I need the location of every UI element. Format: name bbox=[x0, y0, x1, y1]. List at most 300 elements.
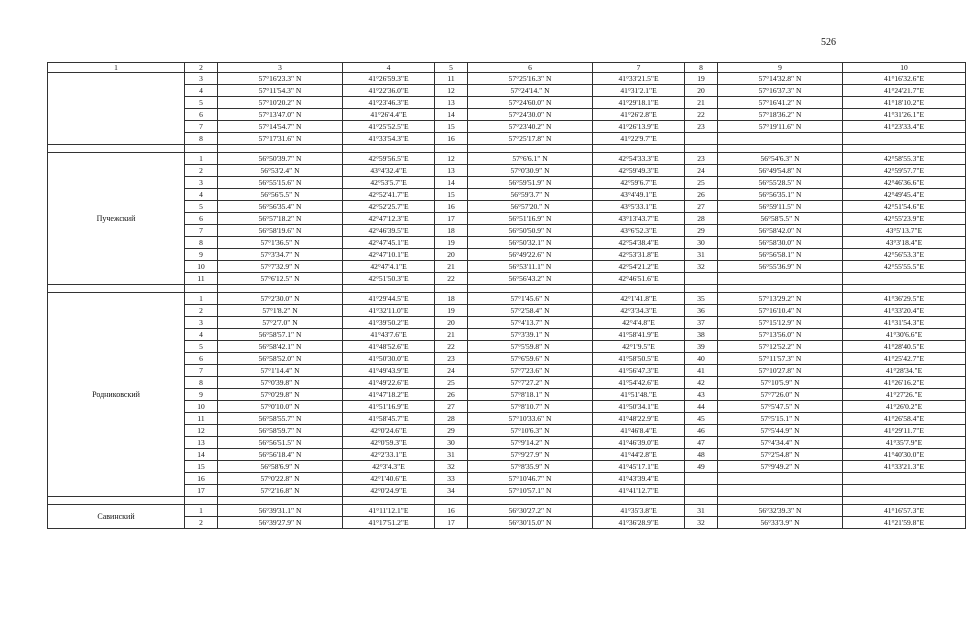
spacer-cell bbox=[718, 497, 843, 505]
table-cell: 56°58'42.0" N bbox=[718, 225, 843, 237]
table-cell: 56°39'27.9" N bbox=[218, 517, 343, 529]
table-cell: 42°58'55.3"E bbox=[843, 153, 966, 165]
table-cell: 41°23'33.4"E bbox=[843, 121, 966, 133]
table-cell: 41°46'39.0"E bbox=[593, 437, 685, 449]
table-cell: 3 bbox=[185, 73, 218, 85]
table-cell: 57°23'40.2" N bbox=[468, 121, 593, 133]
table-cell: 57°0'10.0" N bbox=[218, 401, 343, 413]
table-cell: 15 bbox=[435, 189, 468, 201]
table-cell: 41°17'51.2"E bbox=[343, 517, 435, 529]
table-cell: 56°53'2.4" N bbox=[218, 165, 343, 177]
table-cell: 25 bbox=[435, 377, 468, 389]
table-cell: 41°31'2.1"E bbox=[593, 85, 685, 97]
table-row bbox=[48, 73, 966, 85]
table-cell: 49 bbox=[685, 461, 718, 473]
table-cell: 57°13'47.0" N bbox=[218, 109, 343, 121]
region-name-cell: Пучежский bbox=[48, 153, 185, 285]
table-cell: 43°13'43.7"E bbox=[593, 213, 685, 225]
table-cell: 29 bbox=[435, 425, 468, 437]
table-cell: 41°35'7.9"E bbox=[843, 437, 966, 449]
table-cell: 41°31'26.1"E bbox=[843, 109, 966, 121]
table-cell: 44 bbox=[685, 401, 718, 413]
table-cell: 14 bbox=[185, 449, 218, 461]
table-cell: 22 bbox=[435, 341, 468, 353]
table-cell: 42°47'10.1"E bbox=[343, 249, 435, 261]
table-cell: 57°10'5.9" N bbox=[718, 377, 843, 389]
table-cell: 3 bbox=[185, 317, 218, 329]
table-cell: 41°32'11.0"E bbox=[343, 305, 435, 317]
table-cell: 42°59'6.7"E bbox=[593, 177, 685, 189]
table-cell: 13 bbox=[435, 97, 468, 109]
table-cell: 56°53'11.1" N bbox=[468, 261, 593, 273]
table-cell: 10 bbox=[185, 261, 218, 273]
table-cell: 29 bbox=[685, 225, 718, 237]
table-cell: 56°58'5.5" N bbox=[718, 213, 843, 225]
table-cell: 42°46'51.6"E bbox=[593, 273, 685, 285]
table-cell: 57°15'12.9" N bbox=[718, 317, 843, 329]
table-cell: 2 bbox=[185, 517, 218, 529]
table-cell: 56°59'11.5" N bbox=[718, 201, 843, 213]
table-cell: 41°24'21.7"E bbox=[843, 85, 966, 97]
table-cell: 56°58'52.0" N bbox=[218, 353, 343, 365]
table-cell: 6 bbox=[185, 353, 218, 365]
table-cell: 57°24'60.0" N bbox=[468, 97, 593, 109]
table-cell: 41°25'52.5"E bbox=[343, 121, 435, 133]
table-cell: 15 bbox=[185, 461, 218, 473]
table-cell: 42°1'41.8"E bbox=[593, 293, 685, 305]
spacer-cell bbox=[185, 497, 218, 505]
table-cell: 41°16'57.3"E bbox=[843, 505, 966, 517]
table-cell: 56°54'6.3" N bbox=[718, 153, 843, 165]
table-cell: 41°47'18.2"E bbox=[343, 389, 435, 401]
table-cell bbox=[718, 273, 843, 285]
table-row bbox=[48, 505, 966, 517]
table-cell: 23 bbox=[685, 153, 718, 165]
table-cell: 57°16'10.4" N bbox=[718, 305, 843, 317]
table-row bbox=[48, 97, 966, 109]
table-cell: 12 bbox=[185, 425, 218, 437]
table-row bbox=[48, 293, 966, 305]
table-cell: 5 bbox=[185, 341, 218, 353]
table-row bbox=[48, 517, 966, 529]
table-cell: 57°8'10.7" N bbox=[468, 401, 593, 413]
table-cell bbox=[685, 273, 718, 285]
table-cell: 43°5'13.7"E bbox=[843, 225, 966, 237]
table-cell: 57°3'34.7" N bbox=[218, 249, 343, 261]
section-spacer-row bbox=[48, 497, 966, 505]
table-cell: 56°55'15.6" N bbox=[218, 177, 343, 189]
spacer-cell bbox=[48, 145, 185, 153]
table-cell: 48 bbox=[685, 449, 718, 461]
table-cell: 42°3'34.3"E bbox=[593, 305, 685, 317]
table-cell: 42°0'24.9"E bbox=[343, 485, 435, 497]
table-row bbox=[48, 177, 966, 189]
table-cell: 42°47'45.1"E bbox=[343, 237, 435, 249]
table-row bbox=[48, 485, 966, 497]
table-cell: 57°6'12.5" N bbox=[218, 273, 343, 285]
table-cell: 41°30'6.6"E bbox=[843, 329, 966, 341]
spacer-cell bbox=[685, 145, 718, 153]
table-cell: 41°40'30.0"E bbox=[843, 449, 966, 461]
region-name-cell bbox=[48, 73, 185, 145]
table-cell bbox=[843, 133, 966, 145]
table-cell: 23 bbox=[685, 121, 718, 133]
table-cell: 4 bbox=[185, 329, 218, 341]
table-cell: 42°0'59.3"E bbox=[343, 437, 435, 449]
table-cell: 41°22'36.0"E bbox=[343, 85, 435, 97]
table-cell: 57°19'11.6" N bbox=[718, 121, 843, 133]
table-cell: 57°10'57.1" N bbox=[468, 485, 593, 497]
table-cell: 41°58'50.5"E bbox=[593, 353, 685, 365]
table-row bbox=[48, 225, 966, 237]
table-cell: 41°28'34."E bbox=[843, 365, 966, 377]
table-cell: 11 bbox=[185, 413, 218, 425]
table-cell: 57°13'56.0" N bbox=[718, 329, 843, 341]
table-cell: 2 bbox=[185, 305, 218, 317]
table-cell: 28 bbox=[435, 413, 468, 425]
table-cell: 56°55'36.9" N bbox=[718, 261, 843, 273]
header-cell: 1 bbox=[48, 63, 185, 73]
table-cell: 41°49'22.6"E bbox=[343, 377, 435, 389]
spacer-cell bbox=[468, 497, 593, 505]
table-cell: 4 bbox=[185, 85, 218, 97]
table-cell: 42°53'5.7"E bbox=[343, 177, 435, 189]
table-cell: 56°57'18.2" N bbox=[218, 213, 343, 225]
table-cell: 2 bbox=[185, 165, 218, 177]
spacer-cell bbox=[435, 285, 468, 293]
table-cell: 41°50'34.1"E bbox=[593, 401, 685, 413]
table-cell: 42°46'36.6"E bbox=[843, 177, 966, 189]
header-cell: 9 bbox=[718, 63, 843, 73]
table-cell: 57°0'39.8" N bbox=[218, 377, 343, 389]
table-cell bbox=[718, 473, 843, 485]
table-cell: 13 bbox=[185, 437, 218, 449]
table-cell: 56°55'28.5" N bbox=[718, 177, 843, 189]
table-row bbox=[48, 389, 966, 401]
table-cell: 31 bbox=[685, 249, 718, 261]
table-row bbox=[48, 237, 966, 249]
table-cell: 41°33'21.5"E bbox=[593, 73, 685, 85]
table-cell: 56°56'51.5" N bbox=[218, 437, 343, 449]
table-cell: 27 bbox=[435, 401, 468, 413]
table-cell bbox=[843, 273, 966, 285]
table-row bbox=[48, 437, 966, 449]
table-row bbox=[48, 85, 966, 97]
spacer-cell bbox=[435, 497, 468, 505]
table-cell: 56°50'32.1" N bbox=[468, 237, 593, 249]
table-cell: 16 bbox=[185, 473, 218, 485]
table-cell: 41°29'44.5"E bbox=[343, 293, 435, 305]
table-cell: 5 bbox=[185, 97, 218, 109]
table-cell: 20 bbox=[435, 317, 468, 329]
table-cell: 57°5'47.5" N bbox=[718, 401, 843, 413]
table-cell: 41°33'54.3"E bbox=[343, 133, 435, 145]
table-row bbox=[48, 189, 966, 201]
table-cell: 57°25'17.8" N bbox=[468, 133, 593, 145]
table-cell: 17 bbox=[185, 485, 218, 497]
table-cell: 57°10'6.3" N bbox=[468, 425, 593, 437]
table-cell: 42°2'33.1"E bbox=[343, 449, 435, 461]
table-cell: 57°14'32.8" N bbox=[718, 73, 843, 85]
table-row bbox=[48, 317, 966, 329]
table-cell: 57°14'54.7" N bbox=[218, 121, 343, 133]
table-cell: 57°8'35.9" N bbox=[468, 461, 593, 473]
spacer-cell bbox=[343, 497, 435, 505]
table-cell: 56°58'42.1" N bbox=[218, 341, 343, 353]
table-cell bbox=[843, 485, 966, 497]
table-cell: 12 bbox=[435, 153, 468, 165]
table-cell: 41°25'42.7"E bbox=[843, 353, 966, 365]
table-cell: 12 bbox=[435, 85, 468, 97]
table-cell: 37 bbox=[685, 317, 718, 329]
spacer-cell bbox=[185, 285, 218, 293]
table-cell: 32 bbox=[435, 461, 468, 473]
spacer-cell bbox=[48, 285, 185, 293]
spacer-cell bbox=[468, 145, 593, 153]
region-name-cell: Савинский bbox=[48, 505, 185, 529]
table-cell: 9 bbox=[185, 389, 218, 401]
table-row bbox=[48, 273, 966, 285]
table-cell: 57°7'32.9" N bbox=[218, 261, 343, 273]
table-cell: 57°2'16.8" N bbox=[218, 485, 343, 497]
table-cell: 41°26'16.2"E bbox=[843, 377, 966, 389]
spacer-cell bbox=[218, 285, 343, 293]
header-cell: 3 bbox=[218, 63, 343, 73]
table-cell: 39 bbox=[685, 341, 718, 353]
table-cell: 21 bbox=[435, 329, 468, 341]
table-cell: 41°46'8.4"E bbox=[593, 425, 685, 437]
spacer-cell bbox=[843, 497, 966, 505]
table-cell: 17 bbox=[435, 517, 468, 529]
table-cell: 56°30'27.2" N bbox=[468, 505, 593, 517]
table-cell: 57°11'54.3" N bbox=[218, 85, 343, 97]
table-cell: 8 bbox=[185, 133, 218, 145]
table-cell: 41°35'3.8"E bbox=[593, 505, 685, 517]
table-cell: 26 bbox=[685, 189, 718, 201]
table-cell: 56°56'18.4" N bbox=[218, 449, 343, 461]
table-cell: 31 bbox=[435, 449, 468, 461]
table-cell: 41°33'21.3"E bbox=[843, 461, 966, 473]
table-cell: 41°27'26."E bbox=[843, 389, 966, 401]
table-row bbox=[48, 425, 966, 437]
table-cell: 41°41'12.7"E bbox=[593, 485, 685, 497]
table-cell: 56°32'39.3" N bbox=[718, 505, 843, 517]
table-cell: 42°54'33.3"E bbox=[593, 153, 685, 165]
table-cell: 11 bbox=[185, 273, 218, 285]
table-cell: 56°49'54.8" N bbox=[718, 165, 843, 177]
table-cell: 42°1'9.5"E bbox=[593, 341, 685, 353]
table-cell: 57°25'16.3" N bbox=[468, 73, 593, 85]
table-cell: 18 bbox=[435, 225, 468, 237]
table-cell: 42°49'45.4"E bbox=[843, 189, 966, 201]
table-row bbox=[48, 377, 966, 389]
table-cell: 57°5'15.1" N bbox=[718, 413, 843, 425]
table-cell: 4 bbox=[185, 189, 218, 201]
table-cell: 57°8'18.1" N bbox=[468, 389, 593, 401]
table-cell: 27 bbox=[685, 201, 718, 213]
table-cell: 57°0'29.8" N bbox=[218, 389, 343, 401]
table-cell: 57°17'31.6" N bbox=[218, 133, 343, 145]
table-cell: 56°50'39.7" N bbox=[218, 153, 343, 165]
header-cell: 10 bbox=[843, 63, 966, 73]
table-cell: 57°1'45.6" N bbox=[468, 293, 593, 305]
table-cell: 11 bbox=[435, 73, 468, 85]
table-cell: 56°51'16.9" N bbox=[468, 213, 593, 225]
table-cell: 41°16'32.6"E bbox=[843, 73, 966, 85]
table-cell: 43°5'33.1"E bbox=[593, 201, 685, 213]
table-cell: 41°39'50.2"E bbox=[343, 317, 435, 329]
table-cell: 42°54'21.2"E bbox=[593, 261, 685, 273]
table-cell: 28 bbox=[685, 213, 718, 225]
header-cell: 7 bbox=[593, 63, 685, 73]
table-cell: 41°43'7.6"E bbox=[343, 329, 435, 341]
header-cell: 2 bbox=[185, 63, 218, 73]
table-cell: 41°26'2.8"E bbox=[593, 109, 685, 121]
table-cell: 56°59'3.7" N bbox=[468, 189, 593, 201]
table-cell: 40 bbox=[685, 353, 718, 365]
table-cell: 42°55'55.5"E bbox=[843, 261, 966, 273]
table-cell: 19 bbox=[435, 237, 468, 249]
table-cell: 22 bbox=[685, 109, 718, 121]
table-cell: 7 bbox=[185, 225, 218, 237]
table-cell: 21 bbox=[435, 261, 468, 273]
spacer-cell bbox=[218, 497, 343, 505]
table-cell: 57°2'7.0" N bbox=[218, 317, 343, 329]
table-cell: 56°56'5.5" N bbox=[218, 189, 343, 201]
spacer-cell bbox=[685, 285, 718, 293]
table-cell: 38 bbox=[685, 329, 718, 341]
coordinates-table bbox=[47, 62, 966, 529]
table-cell: 41°23'46.3"E bbox=[343, 97, 435, 109]
table-cell: 57°7'27.2" N bbox=[468, 377, 593, 389]
table-cell: 57°6'6.1" N bbox=[468, 153, 593, 165]
table-cell: 26 bbox=[435, 389, 468, 401]
table-cell: 43°6'52.3"E bbox=[593, 225, 685, 237]
table-row bbox=[48, 449, 966, 461]
spacer-cell bbox=[343, 145, 435, 153]
table-cell: 56°58'6.9" N bbox=[218, 461, 343, 473]
table-cell: 41°26'13.9"E bbox=[593, 121, 685, 133]
section-spacer-row bbox=[48, 145, 966, 153]
table-cell: 42°55'23.9"E bbox=[843, 213, 966, 225]
table-cell: 41 bbox=[685, 365, 718, 377]
table-cell: 42°47'4.1"E bbox=[343, 261, 435, 273]
table-cell: 25 bbox=[685, 177, 718, 189]
table-cell: 23 bbox=[435, 353, 468, 365]
table-cell: 5 bbox=[185, 201, 218, 213]
region-name-cell: Родниковский bbox=[48, 293, 185, 497]
table-row bbox=[48, 201, 966, 213]
table-cell: 41°56'47.3"E bbox=[593, 365, 685, 377]
table-cell: 41°31'54.3"E bbox=[843, 317, 966, 329]
table-cell bbox=[685, 133, 718, 145]
spacer-cell bbox=[843, 285, 966, 293]
table-cell: 56°50'50.9" N bbox=[468, 225, 593, 237]
table-cell: 42°51'50.3"E bbox=[343, 273, 435, 285]
table-cell: 57°3'39.1" N bbox=[468, 329, 593, 341]
table-row bbox=[48, 341, 966, 353]
table-cell: 32 bbox=[685, 517, 718, 529]
table-cell: 41°22'9.7"E bbox=[593, 133, 685, 145]
table-cell: 42°46'39.5"E bbox=[343, 225, 435, 237]
table-cell: 8 bbox=[185, 237, 218, 249]
table-cell: 41°26'58.4"E bbox=[843, 413, 966, 425]
table-cell bbox=[718, 485, 843, 497]
table-cell: 41°44'2.8"E bbox=[593, 449, 685, 461]
table-cell: 19 bbox=[435, 305, 468, 317]
table-cell: 47 bbox=[685, 437, 718, 449]
table-cell: 42°52'25.7"E bbox=[343, 201, 435, 213]
table-cell: 57°24'30.0" N bbox=[468, 109, 593, 121]
table-cell: 57°2'58.4" N bbox=[468, 305, 593, 317]
table-cell: 56°39'31.1" N bbox=[218, 505, 343, 517]
table-row bbox=[48, 401, 966, 413]
table-cell: 57°0'30.9" N bbox=[468, 165, 593, 177]
table-cell: 56°58'19.6" N bbox=[218, 225, 343, 237]
table-cell: 42°59'56.5"E bbox=[343, 153, 435, 165]
table-cell: 14 bbox=[435, 109, 468, 121]
table-cell: 56°49'22.6" N bbox=[468, 249, 593, 261]
table-cell: 56°30'15.0" N bbox=[468, 517, 593, 529]
table-row bbox=[48, 133, 966, 145]
table-cell: 41°51'16.9"E bbox=[343, 401, 435, 413]
table-cell: 19 bbox=[685, 73, 718, 85]
table-cell: 42°1'40.6"E bbox=[343, 473, 435, 485]
table-row bbox=[48, 153, 966, 165]
spacer-cell bbox=[843, 145, 966, 153]
table-cell: 56°57'20." N bbox=[468, 201, 593, 213]
table-row bbox=[48, 413, 966, 425]
table-cell: 57°16'23.3" N bbox=[218, 73, 343, 85]
table-cell: 42°54'38.4"E bbox=[593, 237, 685, 249]
table-cell: 6 bbox=[185, 109, 218, 121]
table-cell: 42°52'41.7"E bbox=[343, 189, 435, 201]
table-cell: 7 bbox=[185, 121, 218, 133]
table-cell bbox=[718, 133, 843, 145]
header-cell: 6 bbox=[468, 63, 593, 73]
table-cell bbox=[685, 473, 718, 485]
table-cell: 56°33'3.9" N bbox=[718, 517, 843, 529]
spacer-cell bbox=[48, 497, 185, 505]
table-cell: 41°58'41.9"E bbox=[593, 329, 685, 341]
table-cell: 42°51'54.6"E bbox=[843, 201, 966, 213]
table-cell: 42°4'4.8"E bbox=[593, 317, 685, 329]
spacer-cell bbox=[718, 145, 843, 153]
table-cell: 21 bbox=[685, 97, 718, 109]
table-cell: 41°48'22.9"E bbox=[593, 413, 685, 425]
table-cell: 43°3'18.4"E bbox=[843, 237, 966, 249]
table-cell: 42°3'4.3"E bbox=[343, 461, 435, 473]
page-number: 526 bbox=[821, 37, 836, 48]
table-row bbox=[48, 329, 966, 341]
header-cell: 5 bbox=[435, 63, 468, 73]
table-cell: 56°58'59.7" N bbox=[218, 425, 343, 437]
table-cell: 31 bbox=[685, 505, 718, 517]
table-cell: 42°56'53.3"E bbox=[843, 249, 966, 261]
table-cell: 42°53'31.8"E bbox=[593, 249, 685, 261]
table-cell: 57°4'13.7" N bbox=[468, 317, 593, 329]
table-cell: 1 bbox=[185, 293, 218, 305]
table-row bbox=[48, 365, 966, 377]
header-cell: 8 bbox=[685, 63, 718, 73]
table-cell: 57°10'46.7" N bbox=[468, 473, 593, 485]
table-cell: 13 bbox=[435, 165, 468, 177]
table-cell: 57°18'36.2" N bbox=[718, 109, 843, 121]
table-cell: 15 bbox=[435, 121, 468, 133]
table-row bbox=[48, 261, 966, 273]
table-cell: 41°26'59.3"E bbox=[343, 73, 435, 85]
table-cell: 34 bbox=[435, 485, 468, 497]
